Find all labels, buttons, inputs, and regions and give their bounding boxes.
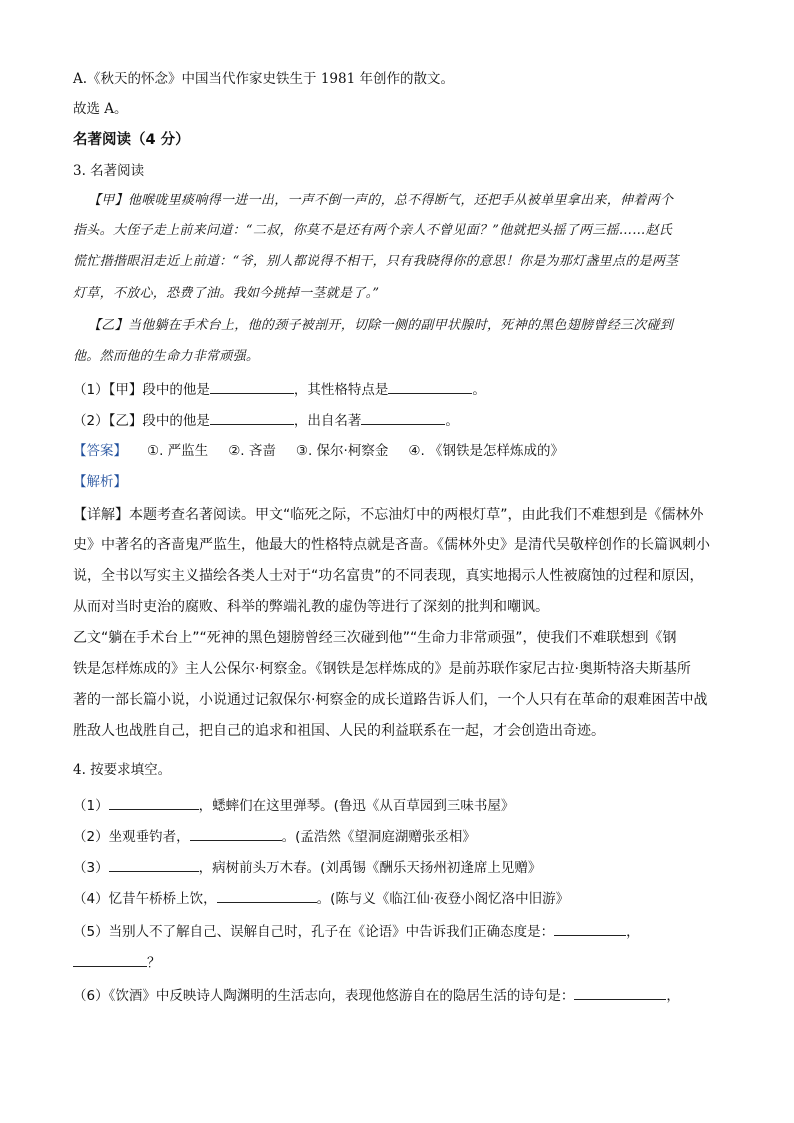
detail-line-5: 乙文“躺在手术台上”“死神的黑色翅膀曾经三次碰到他”“生命力非常顽强”，使我们不难联想到《钢 — [73, 630, 677, 646]
q3-jia-line-3: 慌忙揩揩眼泪走近上前道：“爷，别人都说得不相干，只有我晓得你的意思！你是为那灯盏里点的是两茎 — [73, 254, 679, 269]
q3-title: 3. 名著阅读 — [73, 163, 145, 179]
answer-item-4: ④. 《钢铁是怎样炼成的》 — [408, 443, 565, 459]
detail-line-3: 说，全书以写实主义描绘各类人士对于“功名富贵”的不同表现，真实地揭示人性被腐蚀的过程和原因， — [73, 568, 704, 584]
detail-line-4: 从而对当时吏治的腐败、科举的弊端礼教的虚伪等进行了深刻的批判和嘲讽。 — [73, 599, 549, 615]
q3-jia-line-4: 灯草，不放心，恐费了油。我如今挑掉一茎就是了。” — [73, 286, 380, 301]
q4-item-5 — [73, 921, 640, 942]
q4-item-5-cont — [73, 952, 161, 973]
section-title: 名著阅读（4 分） — [73, 132, 190, 148]
answer-blank[interactable] — [210, 410, 294, 425]
detail-line-6: 铁是怎样炼成的》主人公保尔·柯察金。《钢铁是怎样炼成的》是前苏联作家尼古拉·奥斯特洛夫斯基所 — [73, 661, 691, 677]
q3-sub-1-mid: ，其性格特点是 — [293, 382, 389, 398]
answer-blank[interactable] — [109, 795, 199, 810]
answer-blank[interactable] — [73, 952, 147, 967]
q3-sub-2-end: 。 — [445, 413, 459, 429]
q3-sub-1-prompt: （1）【甲】段中的他是 — [73, 382, 210, 398]
answer-blank[interactable] — [217, 888, 317, 903]
q4-item-3-pre: （3） — [73, 860, 109, 876]
answer-item-3: ③. 保尔·柯察金 — [295, 443, 389, 459]
intro-line-2: 故选 A。 — [73, 101, 128, 117]
q4-item-3-post: ，病树前头万木春。(刘禹锡《酬乐天扬州初逢席上见赠》 — [198, 860, 542, 876]
q4-item-1 — [73, 795, 514, 816]
answer-blank[interactable] — [554, 921, 626, 936]
q3-jia-line-2: 指头。大侄子走上前来问道：“二叔，你莫不是还有两个亲人不曾见面？”他就把头摇了两三摇……赵氏 — [73, 223, 673, 238]
q4-item-6-prompt: （6）《饮酒》中反映诗人陶渊明的生活志向，表现他悠游自在的隐居生活的诗句是： — [73, 988, 575, 1004]
answer-blank[interactable] — [574, 985, 666, 1000]
detail-line-7: 著的一部长篇小说，小说通过记叙保尔·柯察金的成长道路告诉人们，一个人只有在革命的艰难困苦中战 — [73, 692, 708, 708]
q4-item-1-pre: （1） — [73, 798, 109, 814]
answer-blank[interactable] — [109, 857, 199, 872]
q4-item-5-sep: ， — [626, 924, 640, 940]
detail-line-8: 胜敌人也战胜自己，把自己的追求和祖国、人民的利益联系在一起，才会创造出奇迹。 — [73, 723, 605, 739]
q3-sub-2-mid: ，出自名著 — [293, 413, 362, 429]
q4-item-5-prompt: （5）当别人不了解自己、误解自己时，孔子在《论语》中告诉我们正确态度是： — [73, 924, 555, 940]
answer-row — [73, 441, 564, 461]
q4-item-5-end: ？ — [147, 955, 161, 971]
q4-item-3 — [73, 857, 541, 878]
detail-line-1: 【详解】本题考查名著阅读。甲文“临死之际，不忘油灯中的两根灯草”，由此我们不难想到是《儒林外 — [73, 507, 704, 523]
intro-line-1: A.《秋天的怀念》中国当代作家史铁生于 1981 年创作的散文。 — [73, 71, 454, 87]
q4-item-1-post: ，蟋蟀们在这里弹琴。(鲁迅《从百草园到三味书屋》 — [198, 798, 515, 814]
detail-line-2: 史》中著名的吝啬鬼严监生，他最大的性格特点就是吝啬。《儒林外史》是清代吴敬梓创作的长篇讽刺小 — [73, 537, 710, 553]
q3-yi-line-2: 他。然而他的生命力非常顽强。 — [73, 349, 260, 364]
q4-item-4 — [73, 888, 569, 909]
answer-blank[interactable] — [210, 379, 294, 394]
q4-item-4-pre: （4）忆昔午桥桥上饮， — [73, 891, 217, 907]
q4-item-6-sep: ， — [666, 988, 680, 1004]
answer-label: 【答案】 — [73, 443, 127, 459]
q4-item-4-post: 。(陈与义《临江仙·夜登小阁忆洛中旧游》 — [316, 891, 570, 907]
answer-blank[interactable] — [361, 410, 445, 425]
answer-blank[interactable] — [388, 379, 472, 394]
analysis-label: 【解析】 — [73, 474, 127, 490]
q4-title: 4. 按要求填空。 — [73, 762, 172, 778]
q3-sub-1-end: 。 — [472, 382, 486, 398]
q4-item-2-post: 。(孟浩然《望洞庭湖赠张丞相》 — [281, 829, 476, 845]
answer-item-1: ①. 严监生 — [147, 443, 209, 459]
q4-item-2 — [73, 826, 476, 847]
q3-sub-2 — [73, 410, 459, 431]
q3-yi-line-1: 【乙】当他躺在手术台上，他的颈子被剖开，切除一侧的副甲状腺时，死神的黑色翅膀曾经三次碰到 — [88, 318, 674, 333]
q3-jia-line-1: 【甲】他喉咙里痰响得一进一出，一声不倒一声的，总不得断气，还把手从被单里拿出来，伸着两个 — [88, 193, 674, 208]
q3-sub-1 — [73, 379, 486, 400]
answer-item-2: ②. 吝啬 — [228, 443, 276, 459]
q4-item-2-pre: （2）坐观垂钓者， — [73, 829, 190, 845]
q4-item-6 — [73, 985, 680, 1006]
q3-sub-2-prompt: （2）【乙】段中的他是 — [73, 413, 210, 429]
answer-blank[interactable] — [190, 826, 282, 841]
